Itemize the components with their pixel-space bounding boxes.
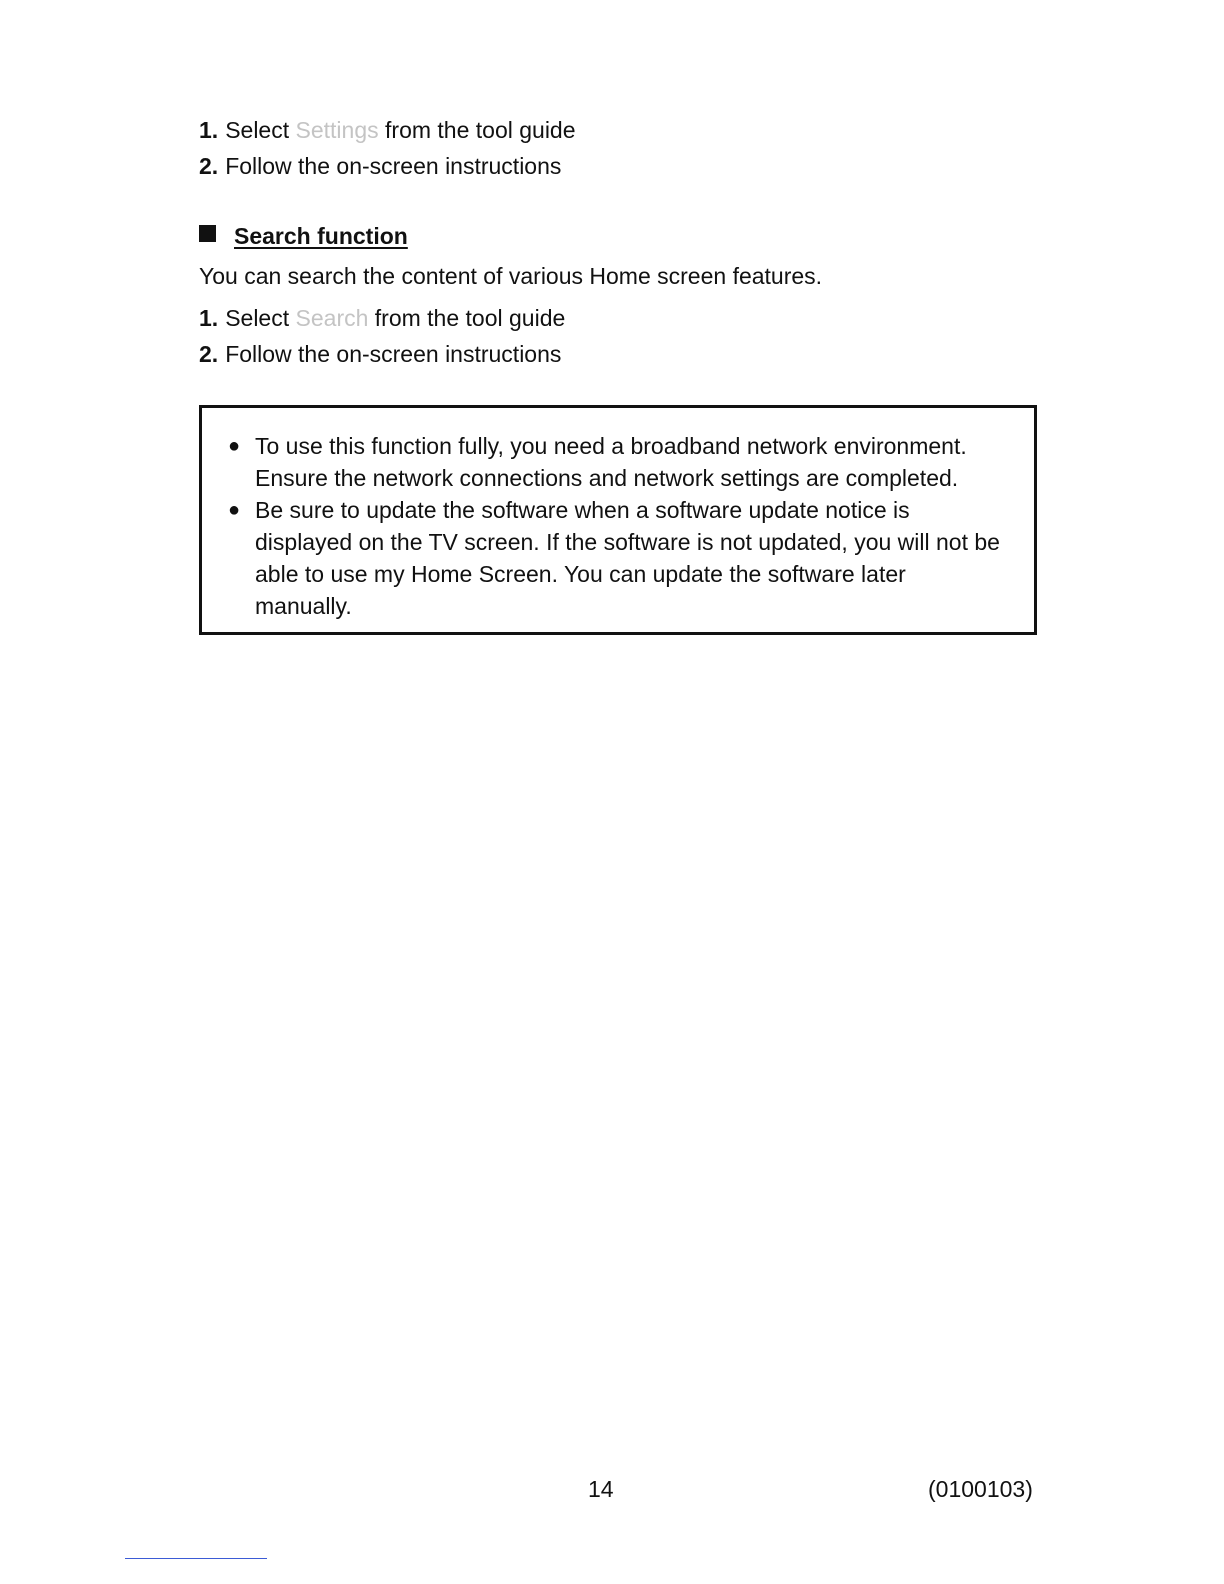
- note-list: [224, 430, 1004, 622]
- note-box: [199, 405, 1037, 635]
- search-ui-term: Search: [295, 305, 369, 331]
- note-item: [224, 494, 1004, 622]
- settings-step-2: [199, 151, 561, 181]
- step-text: Follow the on-screen instructions: [225, 153, 562, 179]
- page-number: 14: [588, 1476, 614, 1502]
- step-text-after: from the tool guide: [385, 117, 576, 143]
- settings-step-1: [199, 115, 576, 145]
- step-number: 2.: [199, 153, 219, 179]
- step-text-before: Select: [225, 305, 290, 331]
- bullet-icon: ●: [228, 435, 241, 457]
- note-text: To use this function fully, you need a broadband network environment. Ensure the network connections and network settings are completed.: [255, 433, 967, 491]
- step-text: Follow the on-screen instructions: [225, 341, 562, 367]
- step-number: 2.: [199, 341, 219, 367]
- footer-divider: [125, 1558, 267, 1559]
- search-step-2: [199, 339, 561, 369]
- note-text: Be sure to update the software when a software update notice is displayed on the TV screen. If the software is not updated, you will not be able to use my Home Screen. You can update the software later manually.: [255, 497, 1000, 619]
- square-bullet-icon: [199, 225, 216, 242]
- settings-ui-term: Settings: [295, 117, 379, 143]
- search-intro-text: You can search the content of various Home screen features.: [199, 263, 823, 289]
- step-number: 1.: [199, 305, 219, 331]
- step-text-before: Select: [225, 117, 290, 143]
- step-number: 1.: [199, 117, 219, 143]
- search-step-1: [199, 303, 565, 333]
- bullet-icon: ●: [228, 499, 241, 521]
- section-title: Search function: [234, 223, 408, 249]
- note-item: [224, 430, 1004, 494]
- document-code: (0100103): [928, 1476, 1033, 1502]
- search-function-heading: [199, 221, 408, 251]
- step-text-after: from the tool guide: [374, 305, 566, 331]
